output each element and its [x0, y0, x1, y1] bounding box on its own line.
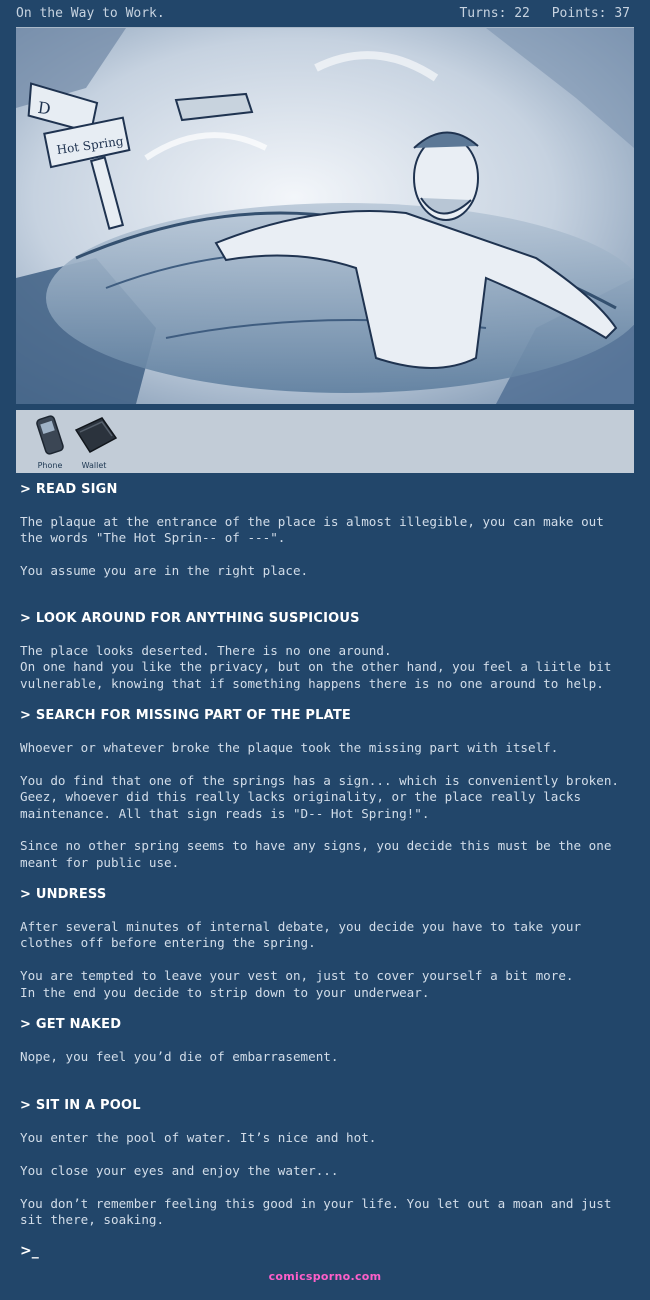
- inventory-label: Wallet: [81, 461, 107, 470]
- inventory-label: Phone: [37, 461, 63, 470]
- command-entry: > LOOK AROUND FOR ANYTHING SUSPICIOUS: [20, 611, 360, 626]
- response-text: The plaque at the entrance of the place is almost illegible, you can make out the words "The Hot Sprin-- of ---". You assume you are in the right place.: [20, 514, 604, 579]
- response-text: After several minutes of internal debate, you decide you have to take your clothes off before entering the spring. You are tempted to leave your vest on, just to cover yourself a bit more. In the end you decide to strip down to your underwear.: [20, 919, 582, 1000]
- command-prompt[interactable]: >_: [20, 1243, 39, 1259]
- command-entry: > READ SIGN: [20, 482, 118, 497]
- game-title: On the Way to Work.: [16, 6, 165, 21]
- response-text: Nope, you feel you’d die of embarrasement.: [20, 1049, 339, 1064]
- command-entry: > UNDRESS: [20, 887, 107, 902]
- command-entry: > SIT IN A POOL: [20, 1098, 141, 1113]
- sign-text-bottom: Hot Spring: [55, 133, 125, 158]
- inventory-bar: [16, 410, 634, 473]
- points-counter: Points: 37: [551, 6, 630, 21]
- watermark: comicsporno.com: [268, 1270, 382, 1283]
- inventory-item-wallet[interactable]: [72, 414, 116, 472]
- response-text: Whoever or whatever broke the plaque took the missing part with itself. You do find that one of the springs has a sign... which is conveniently broken. Geez, whoever did this really lacks originality, or the place really lacks maintenance. All that sign reads is "D-- Hot Spring!". Since no other spring seems to have any signs, you decide this must be the one meant for public use.: [20, 740, 619, 870]
- score-panel: [445, 6, 630, 21]
- response-text: You enter the pool of water. It’s nice and hot. You close your eyes and enjoy the water... You don’t remember feeling this good in your life. You let out a moan and just sit there, soaking.: [20, 1130, 612, 1228]
- response-text: The place looks deserted. There is no one around. On one hand you like the privacy, but on the other hand, you feel a liitle bit vulnerable, knowing that if something happens there is no one around to help.: [20, 643, 612, 691]
- phone-icon: [35, 414, 65, 456]
- wallet-icon: [72, 414, 118, 454]
- scene-illustration: [16, 27, 634, 404]
- status-bar: [0, 0, 650, 28]
- command-entry: > SEARCH FOR MISSING PART OF THE PLATE: [20, 708, 352, 723]
- turns-counter: Turns: 22: [459, 6, 530, 21]
- command-entry: > GET NAKED: [20, 1017, 122, 1032]
- sign-text-top: D: [36, 97, 52, 119]
